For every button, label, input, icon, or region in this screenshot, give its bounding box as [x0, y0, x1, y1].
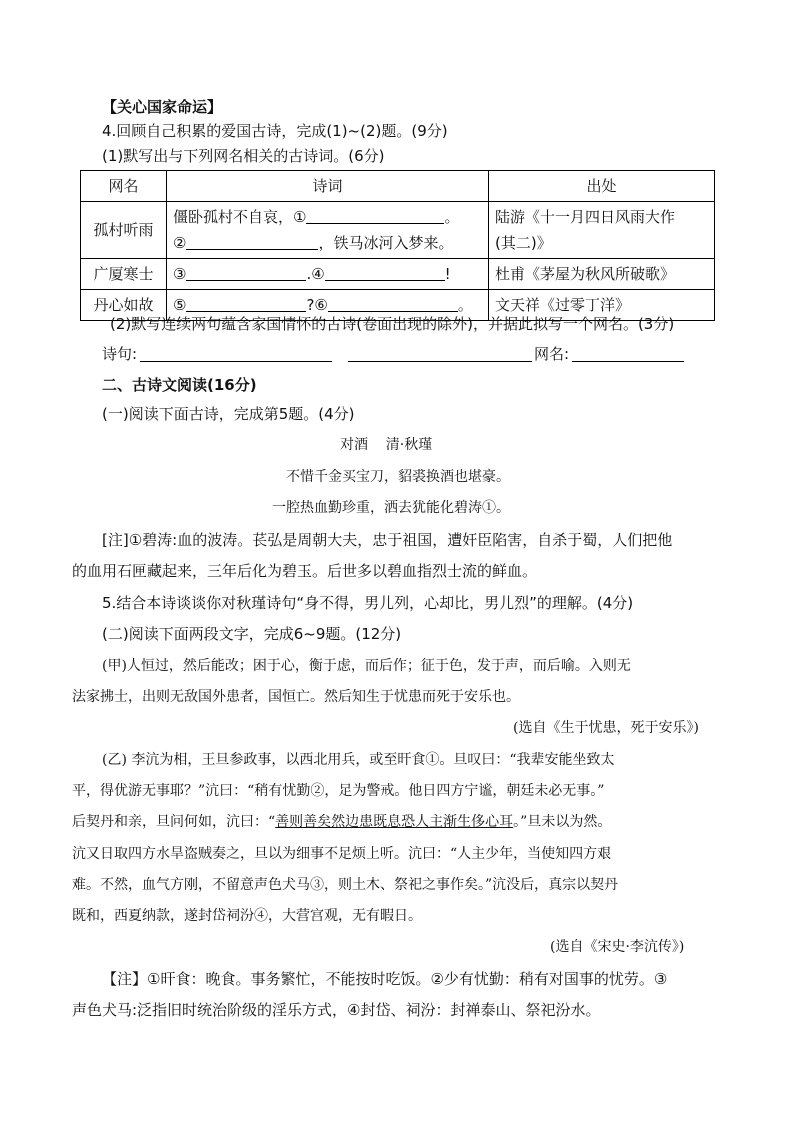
passage-yi: 难。不然，血气方刚，不留意声色犬马③，则土木、祭祀之事作矣。”沆没后，真宗以契丹 [72, 877, 619, 893]
source-cell: 文天祥《过零丁洋》 [489, 290, 715, 321]
part-2-instruction: (二)阅读下面两段文字，完成6~9题。(12分) [102, 625, 402, 643]
poem-text: ⑤ [173, 296, 187, 314]
section-heading-care-country: 【关心国家命运】 [102, 98, 223, 116]
passage-yi [72, 811, 611, 833]
poem-table [80, 170, 715, 321]
table-header-row [81, 171, 715, 202]
section-heading-classical-reading: 二、古诗文阅读(16分) [102, 376, 257, 394]
question-5: 5.结合本诗谈谈你对秋瑾诗句“身不得，男儿列，心却比，男儿烈”的理解。(4分) [102, 594, 634, 612]
poem-text: ，铁马冰河入梦来。 [318, 234, 454, 252]
source-cell: 杜甫《茅屋为秋风所破歌》 [489, 259, 715, 290]
passage-yi: (乙) 李沆为相，王旦参政事，以西北用兵，或至旰食①。旦叹曰：“我辈安能坐致太 [102, 752, 615, 768]
header-netname: 网名 [81, 171, 167, 202]
poem-text: ② [173, 234, 187, 252]
source-cell [489, 202, 715, 259]
passage-jia: 法家拂士，出则无敌国外患者，国恒亡。然后知生于忧患而死于安乐也。 [72, 689, 520, 705]
underlined-sentence: 善则善矣然边患既息恐人主渐生侈心耳 [275, 814, 514, 830]
poem-text: ?⑥ [306, 296, 328, 314]
header-source: 出处 [489, 171, 715, 202]
netname-cell: 丹心如故 [81, 290, 167, 321]
blank-2[interactable] [186, 233, 318, 250]
poem-text: 。 [457, 296, 473, 314]
netname-answer-label: 网名: [534, 345, 570, 363]
header-poem: 诗词 [167, 171, 489, 202]
poem-text: ③ [173, 265, 187, 283]
poem-answer-line-1[interactable] [140, 361, 332, 362]
poem-cell [167, 202, 489, 259]
question-4-1: (1)默写出与下列网名相关的古诗词。(6分) [102, 147, 385, 165]
poem-answer-label: 诗句: [102, 345, 138, 363]
part-1-instruction: (一)阅读下面古诗，完成第5题。(4分) [102, 405, 355, 423]
note-2: 声色犬马:泛指旧时统治阶级的淫乐方式，④封岱、祠汾：封禅泰山、祭祀汾水。 [72, 1001, 601, 1019]
poem-answer-line-2[interactable] [348, 361, 532, 362]
poem-text: ! [444, 265, 451, 283]
netname-cell: 孤村听雨 [81, 202, 167, 259]
table-row [81, 259, 715, 290]
passage-jia-source: (选自《生于忧患，死于安乐》) [513, 720, 699, 736]
poem-text: 僵卧孤村不自哀，① [173, 208, 307, 226]
source-text: 陆游《十一月四日风雨大作 [495, 208, 676, 226]
note-1: 的血用石匣藏起来，三年后化为碧玉。后世多以碧血指烈士流的鲜血。 [72, 562, 538, 580]
poem-line: 一腔热血勤珍重，洒去犹能化碧涛①。 [272, 500, 510, 516]
note-1: [注]①碧涛:血的波涛。苌弘是周朝大夫，忠于祖国，遭奸臣陷害，自杀于蜀，人们把他 [102, 531, 673, 549]
blank-3[interactable] [186, 264, 306, 281]
passage-yi: 平，得优游无事耶？”沆曰：“稍有忧勤②，足为警戒。他日四方宁谧，朝廷未必无事。” [72, 783, 605, 799]
poem-text: 。 [444, 208, 460, 226]
blank-6[interactable] [328, 295, 458, 312]
passage-yi-text: 。”旦未以为然。 [513, 814, 612, 830]
passage-yi-source: (选自《宋史·李沆传》) [550, 939, 685, 955]
blank-4[interactable] [325, 264, 445, 281]
passage-yi: 既和，西夏纳款，遂封岱祠汾④，大营宫观，无有暇日。 [72, 908, 422, 924]
question-4: 4.回顾自己积累的爱国古诗，完成(1)~(2)题。(9分) [102, 122, 448, 140]
blank-5[interactable] [186, 295, 306, 312]
passage-jia: (甲)人恒过，然后能改；困于心，衡于虑，而后作；征于色，发于声，而后喻。入则无 [102, 658, 631, 674]
poem-title: 对酒 清·秋瑾 [340, 437, 433, 453]
note-2: 【注】①旰食：晚食。事务繁忙，不能按时吃饭。②少有忧勤：稍有对国事的忧劳。③ [102, 970, 668, 988]
question-4-2: (2)默写连续两句蕴含家国情怀的古诗(卷面出现的除外)，并据此拟写一个网名。(3分) [110, 315, 675, 333]
passage-yi: 沆又日取四方水旱盗贼奏之，旦以为细事不足烦上听。沆曰：“人主少年，当使知四方艰 [72, 846, 612, 862]
poem-line: 不惜千金买宝刀，貂裘换酒也堪豪。 [286, 469, 510, 485]
table-row [81, 202, 715, 259]
netname-answer-line[interactable] [572, 361, 684, 362]
poem-cell [167, 259, 489, 290]
netname-cell: 广厦寒士 [81, 259, 167, 290]
passage-yi-text: 后契丹和亲，旦问何如，沆曰：“ [72, 814, 276, 830]
poem-text: .④ [306, 265, 325, 283]
source-text: (其二)》 [495, 234, 552, 252]
blank-1[interactable] [306, 207, 444, 224]
